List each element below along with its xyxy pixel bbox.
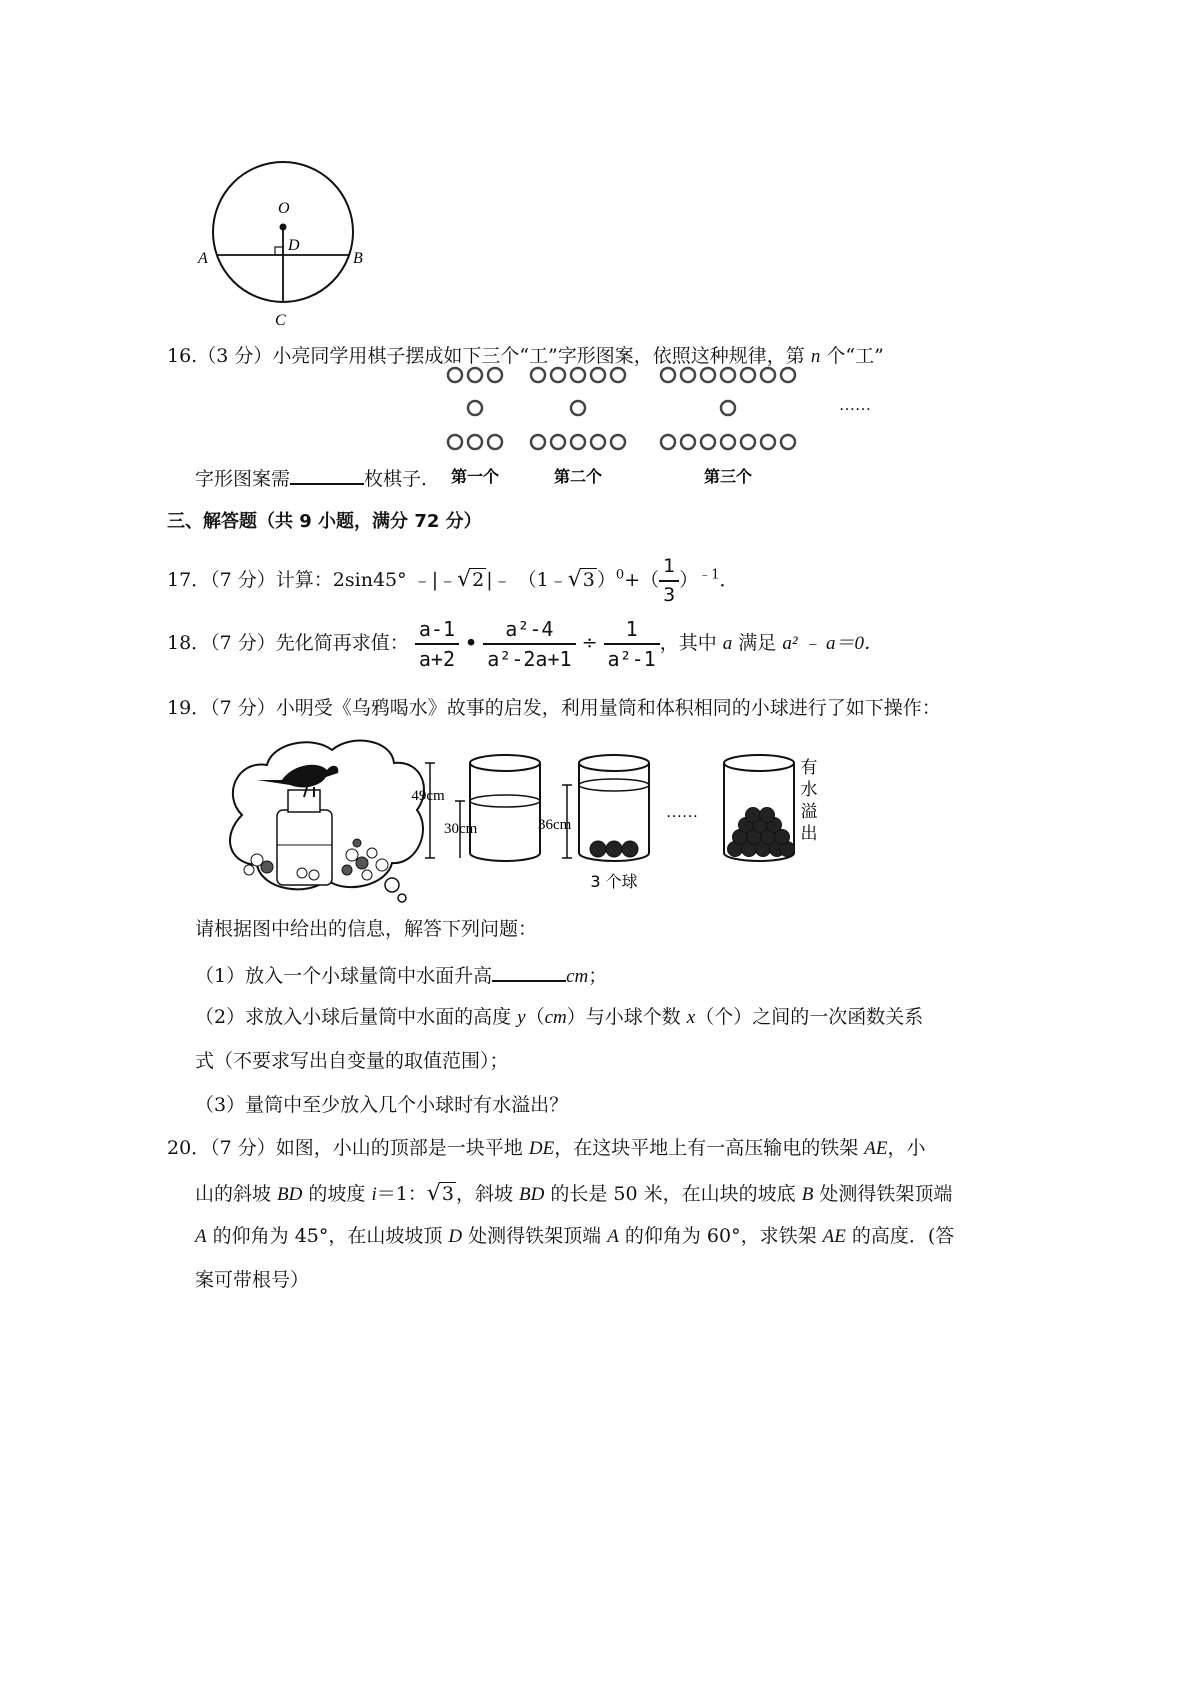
cylinder-1: [411, 755, 540, 861]
q17-prefix: 17．（7 分）计算：2sin45°: [167, 568, 407, 591]
cylinder-3: [724, 755, 818, 861]
label-A: A: [198, 250, 208, 267]
q18-fraction-3: [604, 617, 660, 671]
q18-div: ÷: [581, 632, 598, 654]
q20-text-2a: 山的斜坡: [195, 1183, 278, 1205]
balls-label: 3 个球: [590, 872, 638, 891]
q18-condition: a² ﹣ a＝0．: [782, 633, 884, 654]
q20-A: A: [195, 1226, 207, 1247]
q20-text-1c: ，小: [887, 1137, 926, 1159]
q16-text-b: 个“工”: [820, 345, 884, 367]
q20-D: D: [448, 1226, 463, 1247]
q20-AE-2: AE: [822, 1226, 846, 1247]
q16-line2: [195, 465, 440, 491]
q20-line4: 案可带根号）: [195, 1269, 310, 1291]
q19-p1-text: （1）放入一个小球量筒中水面升高: [195, 965, 493, 987]
sqrt-symbol: √: [457, 566, 472, 592]
q20-A-2: A: [607, 1226, 619, 1247]
q19-intro: 19．（7 分）小明受《乌鸦喝水》故事的启发，利用量筒和体积相同的小球进行了如下操作：: [167, 697, 941, 719]
q19-part1: [195, 962, 607, 989]
q20-i: i: [371, 1184, 377, 1205]
q18-f3-den: a²-1: [607, 647, 656, 671]
pattern-figure: [430, 360, 890, 490]
chess-piece: [531, 435, 545, 449]
q20-BD: BD: [277, 1184, 303, 1205]
overflow-label-3: 溢: [800, 802, 818, 822]
chess-piece: [761, 435, 775, 449]
chess-piece: [468, 368, 482, 382]
q17-paren: （1﹣: [517, 568, 568, 591]
q20-text-2b: 的坡度: [302, 1183, 372, 1205]
q20-text-2c: ＝1：: [376, 1183, 427, 1205]
chess-piece: [488, 435, 502, 449]
q20-text-3d: 的高度．(答: [845, 1225, 955, 1247]
q17-radicand-2: 3: [582, 568, 595, 591]
chess-piece: [551, 368, 565, 382]
chess-piece: [781, 368, 795, 382]
q20-text-1b: ，在这块平地上有一高压输电的铁架: [554, 1137, 865, 1159]
chess-piece: [591, 368, 605, 382]
height-36cm: 36cm: [538, 817, 572, 833]
chess-piece: [571, 368, 585, 382]
chess-piece: [551, 435, 565, 449]
q18-f1-num: a-1: [415, 617, 459, 645]
label-C: C: [275, 312, 286, 329]
chess-piece: [611, 368, 625, 382]
q17-frac-num: 1: [659, 555, 679, 582]
q17-close: ）: [679, 568, 699, 591]
label-B: B: [353, 250, 363, 267]
q20-text-1a: 20．（7 分）如图，小山的顶部是一块平地: [167, 1137, 529, 1159]
q17-radicand-1: 2: [472, 568, 485, 591]
q17-fraction: [659, 555, 679, 607]
q16-text-d: 枚棋子．: [364, 468, 441, 490]
q19-part3: （3）量筒中至少放入几个小球时有水溢出？: [195, 1094, 569, 1116]
label-D: D: [288, 237, 300, 254]
q19-p1-end: ；: [588, 965, 608, 987]
q20-text-3a: 的仰角为 45°，在山坡坡顶: [206, 1225, 449, 1247]
pattern-label-3: 第三个: [703, 467, 753, 486]
ball: [760, 808, 775, 823]
q20-text-3b: 处测得铁架顶端: [462, 1225, 608, 1247]
q19-part2: [195, 1006, 923, 1030]
q20-DE: DE: [528, 1138, 555, 1159]
q17-abs-close: |﹣: [486, 568, 512, 591]
chess-piece: [531, 368, 545, 382]
chess-piece: [681, 368, 695, 382]
q20-B: B: [801, 1184, 814, 1205]
q20-line1: [167, 1137, 925, 1161]
q19-p2-text-d: （个）之间的一次函数关系: [695, 1006, 924, 1028]
height-49cm: 49cm: [411, 788, 445, 804]
crow-cloud-illustration: [230, 741, 424, 902]
q17-exp-0: 0: [615, 567, 625, 583]
chess-piece: [721, 401, 735, 415]
q17-abs-open: ﹣|﹣: [412, 568, 458, 591]
q18-dot: •: [465, 632, 478, 654]
pattern-label-1: 第一个: [450, 467, 500, 486]
q20-radicand: 3: [441, 1183, 454, 1205]
q20-BD-2: BD: [519, 1184, 545, 1205]
chess-piece: [468, 435, 482, 449]
q19-part2-line2: 式（不要求写出自变量的取值范围）；: [195, 1050, 509, 1072]
chess-piece: [661, 435, 675, 449]
chess-piece: [661, 368, 675, 382]
chess-piece: [781, 435, 795, 449]
q16-text-a: 16.（3 分）小亮同学用棋子摆成如下三个“工”字形图案，依照这种规律，第: [167, 345, 811, 367]
q20-text-2f: 处测得铁架顶端: [813, 1183, 953, 1205]
q19-p2-text-c: ）与小球个数: [566, 1006, 687, 1028]
q16-answer-blank[interactable]: [290, 465, 364, 485]
figure-dots: ……: [666, 804, 698, 821]
q18-fraction-2: [483, 617, 575, 671]
q17-frac-den: 3: [663, 583, 676, 606]
chess-piece: [591, 435, 605, 449]
chess-piece: [468, 401, 482, 415]
q19-var-x: x: [686, 1007, 696, 1028]
overflow-label-4: 出: [800, 824, 818, 844]
chess-piece: [448, 435, 462, 449]
chess-piece: [488, 368, 502, 382]
q18-prefix: 18．（7 分）先化简再求值：: [167, 632, 409, 654]
q16-var-n: n: [810, 346, 821, 367]
q18-suffix-a: ，其中: [659, 632, 723, 654]
q18-fraction-1: [415, 617, 459, 671]
circle-figure: [198, 155, 365, 330]
q17-exp-neg1: ﹣1: [698, 567, 720, 583]
q18-line: [167, 617, 883, 671]
q20-text-2e: 的长是 50 米，在山块的坡底: [544, 1183, 802, 1205]
chess-piece: [611, 435, 625, 449]
q17-plus: +（: [624, 568, 660, 591]
q17-line: [167, 555, 739, 607]
q19-var-y: y: [517, 1007, 526, 1028]
q20-text-2d: ，斜坡: [455, 1183, 520, 1205]
section3-title: 三、解答题（共 9 小题，满分 72 分）: [167, 511, 482, 532]
q20-AE: AE: [864, 1138, 888, 1159]
q18-f2-num: a²-4: [483, 617, 575, 645]
chess-piece: [571, 401, 585, 415]
ball: [746, 808, 761, 823]
q16-text-c: 字形图案需: [195, 468, 291, 490]
sqrt-symbol: √: [567, 566, 582, 592]
q19-p2-cm: cm: [544, 1007, 567, 1028]
chess-piece: [701, 435, 715, 449]
q19-p1-unit: cm: [566, 966, 589, 987]
label-O: O: [278, 200, 290, 217]
q18-suffix-b: 满足: [732, 632, 783, 654]
q17-paren-close: ）: [596, 568, 616, 591]
q19-prompt: 请根据图中给出的信息，解答下列问题：: [195, 918, 538, 940]
overflow-label-1: 有: [800, 758, 818, 778]
q17-period: ．: [719, 568, 739, 591]
chess-piece: [701, 368, 715, 382]
q18-f2-den: a²-2a+1: [487, 647, 572, 671]
overflow-label-2: 水: [800, 780, 818, 800]
chess-piece: [721, 368, 735, 382]
pattern-label-2: 第二个: [553, 467, 603, 486]
q18-var-a: a: [722, 633, 733, 654]
chess-piece: [761, 368, 775, 382]
q20-text-3c: 的仰角为 60°，求铁架: [618, 1225, 823, 1247]
q18-f1-den: a+2: [418, 647, 455, 671]
sqrt-symbol: √: [426, 1181, 441, 1206]
cylinder-2: [538, 755, 649, 891]
q20-line3: [195, 1225, 954, 1249]
chess-piece: [741, 435, 755, 449]
q19-p2-text-a: （2）求放入小球后量筒中水面的高度: [195, 1006, 518, 1028]
q20-line2: [195, 1181, 952, 1207]
chess-piece: [721, 435, 735, 449]
chess-piece: [448, 368, 462, 382]
crow-cylinder-figure: [222, 735, 832, 905]
chess-piece: [571, 435, 585, 449]
q18-f3-num: 1: [604, 617, 660, 645]
chess-piece: [681, 435, 695, 449]
q19-answer-blank[interactable]: [492, 962, 566, 982]
pattern-ellipsis: ……: [839, 397, 871, 414]
height-30cm: 30cm: [444, 821, 478, 837]
q19-p2-text-b: （: [525, 1006, 545, 1028]
chess-piece: [741, 368, 755, 382]
